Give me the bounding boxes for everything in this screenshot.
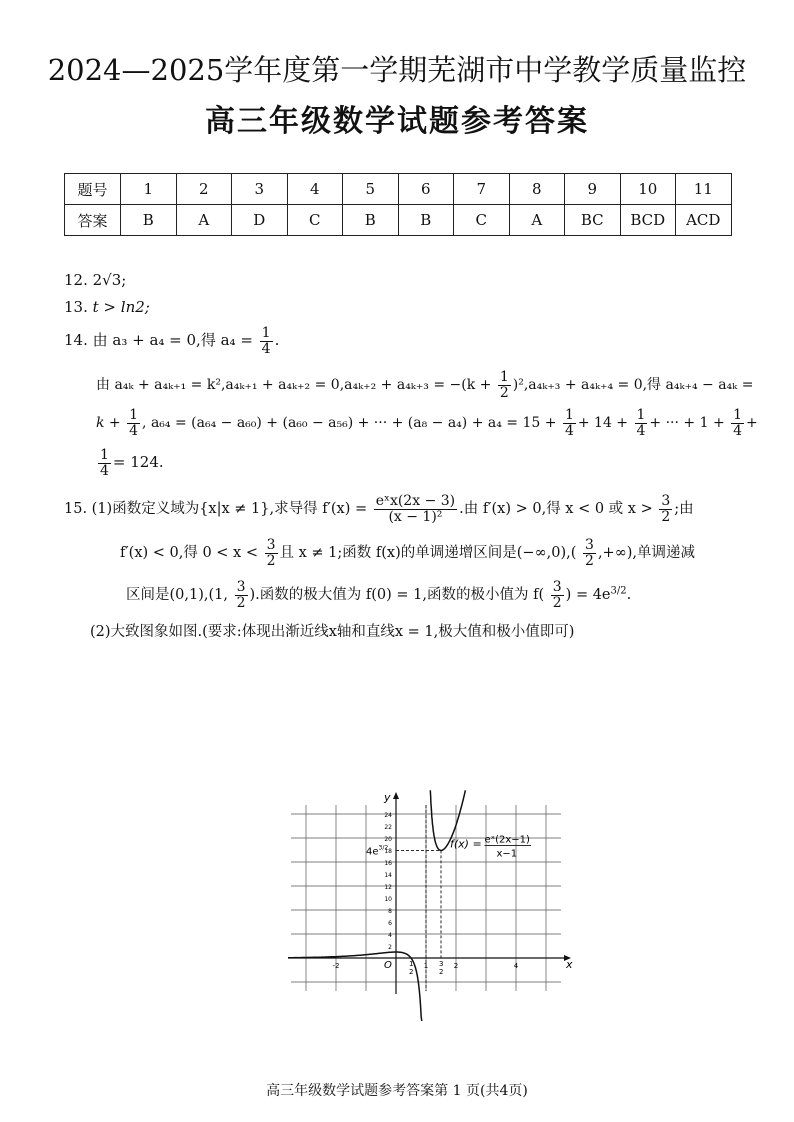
frac-den: 4	[564, 422, 574, 439]
frac-num: 1	[129, 407, 139, 423]
answer-cell: A	[176, 205, 232, 236]
fraction	[563, 408, 576, 438]
q13-number: 13.	[64, 298, 88, 316]
frac-den: 2	[499, 384, 509, 401]
frac-den: 4	[100, 462, 109, 479]
document-subtitle: 高三年级数学试题参考答案	[205, 104, 589, 139]
fraction	[731, 408, 744, 438]
q14-line4	[96, 448, 164, 478]
x-tick-label: 2	[453, 962, 459, 970]
y-tick-label: 12	[384, 884, 392, 891]
frac-den: 2	[552, 594, 562, 611]
function-graph	[280, 645, 580, 1035]
question-number-cell: 11	[676, 174, 732, 205]
frac-den: 4	[261, 340, 271, 357]
y-tick-label: 14	[384, 872, 392, 879]
origin-label: O	[384, 960, 392, 971]
x-tick-label: -2	[332, 962, 340, 970]
exponent: 3/2	[610, 585, 627, 597]
frac-den: 2	[266, 552, 276, 569]
frac-num: 1	[636, 407, 646, 423]
page-footer: 高三年级数学试题参考答案第 1 页(共4页)	[266, 1083, 528, 1099]
min-label-base: 4e	[366, 846, 379, 858]
fraction	[235, 580, 248, 610]
frac-num: eˣx(2x − 3)	[375, 493, 456, 509]
answer-cell: B	[121, 205, 177, 236]
y-tick-label: 18	[384, 848, 392, 855]
question-row	[65, 174, 732, 205]
answer-cell: C	[454, 205, 510, 236]
q13-text: t > ln2;	[92, 298, 150, 316]
frac-den: 2	[585, 552, 594, 569]
question-number-cell: 8	[509, 174, 565, 205]
q15-line3-c: ) = 4e	[565, 587, 611, 604]
fraction	[635, 408, 648, 438]
frac-num: 1	[733, 407, 743, 423]
y-tick-label: 8	[388, 908, 392, 915]
question-number-cell: 9	[565, 174, 621, 205]
y-tick-label: 16	[384, 860, 392, 867]
y-tick-label: 22	[384, 824, 392, 831]
frac-num: 3	[236, 579, 246, 595]
answer-cell: BCD	[620, 205, 676, 236]
answer-cell: ACD	[676, 205, 732, 236]
frac-num: 1	[100, 447, 109, 463]
frac-num: 3	[266, 537, 276, 553]
q14-line2-b: )²,a₄ₖ₊₃ + a₄ₖ₊₄ = 0,得 a₄ₖ₊₄ − a₄ₖ =	[512, 377, 754, 394]
answer-cell: B	[343, 205, 399, 236]
q15-line3-end: .	[626, 587, 632, 604]
y-tick-label: 4	[388, 932, 392, 939]
q15-part2: (2)大致图象如图.(要求:体现出渐近线x轴和直线x = 1,极大值和极小值即可)	[90, 624, 575, 640]
question-number-cell: 10	[620, 174, 676, 205]
q14-line1-end: .	[274, 331, 280, 350]
curves	[288, 790, 465, 1021]
function-numerator: eˣ(2x−1)	[484, 834, 530, 846]
y-tick-label: 24	[384, 812, 392, 819]
axes	[288, 792, 571, 994]
fraction	[260, 326, 273, 356]
function-label: f(x) =	[450, 837, 482, 851]
y-axis-arrow	[393, 792, 399, 799]
q14-line2-a: 由 a₄ₖ + a₄ₖ₊₁ = k²,a₄ₖ₊₁ + a₄ₖ₊₂ = 0,a₄ₖ₊₂ + a₄ₖ₊₃ = −(k +	[96, 377, 492, 394]
min-value-label	[366, 844, 388, 857]
document-title: 2024—2025学年度第一学期芜湖市中学教学质量监控	[47, 53, 747, 87]
q15-line1-c: ;由	[674, 501, 694, 518]
q14-line1	[64, 326, 279, 356]
q12-answer	[64, 271, 126, 289]
answer-cell: D	[232, 205, 288, 236]
y-tick-label: 6	[388, 920, 392, 927]
answer-cell: C	[287, 205, 343, 236]
question-number-cell: 6	[398, 174, 454, 205]
q15-line3	[126, 580, 631, 610]
y-tick-label: 2	[388, 944, 392, 951]
q13-answer	[64, 298, 150, 316]
q14-line3-d: + ··· + 1 +	[649, 415, 725, 432]
frac-den: 2	[661, 508, 671, 525]
x-tick-label: 1	[423, 962, 429, 970]
q15-line1-b: .由 f′(x) > 0,得 x < 0 或 x >	[459, 501, 653, 518]
q14-line3-c: + 14 +	[577, 415, 629, 432]
half-tick-den: 2	[409, 968, 414, 976]
frac-den: 2	[236, 594, 246, 611]
question-number-cell: 5	[343, 174, 399, 205]
frac-den: 4	[733, 422, 743, 439]
question-number-cell: 4	[287, 174, 343, 205]
x-axis-label: x	[566, 958, 573, 971]
answer-header: 答案	[65, 205, 121, 236]
q14-line2	[96, 370, 753, 400]
q15-line2-a: f′(x) < 0,得 0 < x <	[120, 545, 258, 562]
y-tick-label: 20	[384, 836, 392, 843]
fraction	[659, 494, 672, 524]
q14-line3-b: , a₆₄ = (a₆₄ − a₆₀) + (a₆₀ − a₅₆) + ··· + (a₈ − a₄) + a₄ = 15 +	[142, 415, 557, 432]
derivative-fraction	[374, 494, 457, 524]
x-tick-label: 4	[513, 962, 519, 970]
frac-num: 3	[661, 493, 671, 509]
y-axis-label: y	[384, 791, 391, 804]
frac-den: 4	[129, 422, 139, 439]
q15-line1	[64, 494, 694, 524]
frac-num: 1	[261, 325, 271, 341]
q14-line3	[96, 408, 758, 438]
frac-num: 1	[564, 407, 574, 423]
answer-cell: BC	[565, 205, 621, 236]
fraction	[127, 408, 140, 438]
fraction	[98, 448, 111, 478]
q15-line2	[120, 538, 695, 568]
q15-line2-c: ,+∞),单调递减	[597, 545, 696, 562]
question-number-cell: 2	[176, 174, 232, 205]
q12-text: 2√3;	[92, 271, 127, 289]
half-tick-num: 1	[409, 960, 414, 968]
question-header: 题号	[65, 174, 121, 205]
q14-line1-text: 14. 由 a₃ + a₄ = 0,得 a₄ =	[64, 331, 253, 350]
left-branch-curve	[288, 952, 422, 1021]
frac-num: 3	[585, 537, 594, 553]
frac-den: 4	[636, 422, 646, 439]
q15-line3-a: 区间是(0,1),(1,	[126, 587, 228, 604]
fraction	[551, 580, 564, 610]
min-label-exp: 3/2	[378, 844, 389, 852]
q15-line2-b: 且 x ≠ 1;函数 f(x)的单调递增区间是(−∞,0),(	[279, 545, 577, 562]
three-half-tick-num: 3	[439, 960, 444, 968]
answer-cell: A	[509, 205, 565, 236]
q14-line3-e: +	[746, 415, 758, 432]
answer-table	[64, 173, 732, 236]
fraction	[583, 538, 596, 568]
q14-line3-a: k +	[96, 415, 121, 432]
frac-num: 3	[552, 579, 562, 595]
q12-number: 12.	[64, 271, 88, 289]
answer-cell: B	[398, 205, 454, 236]
q14-result: = 124.	[112, 453, 164, 472]
fraction	[498, 370, 511, 400]
frac-den: (x − 1)²	[388, 508, 443, 525]
question-number-cell: 1	[121, 174, 177, 205]
y-tick-label: 10	[384, 896, 392, 903]
function-denominator: x−1	[496, 848, 518, 860]
q15-line1-a: 15. (1)函数定义域为{x|x ≠ 1},求导得 f′(x) =	[64, 501, 368, 518]
q15-line3-b: ).函数的极大值为 f(0) = 1,函数的极小值为 f(	[249, 587, 545, 604]
fraction	[265, 538, 278, 568]
three-half-tick-den: 2	[439, 968, 444, 976]
frac-num: 1	[499, 369, 509, 385]
question-number-cell: 7	[454, 174, 510, 205]
question-number-cell: 3	[232, 174, 288, 205]
answer-row	[65, 205, 732, 236]
